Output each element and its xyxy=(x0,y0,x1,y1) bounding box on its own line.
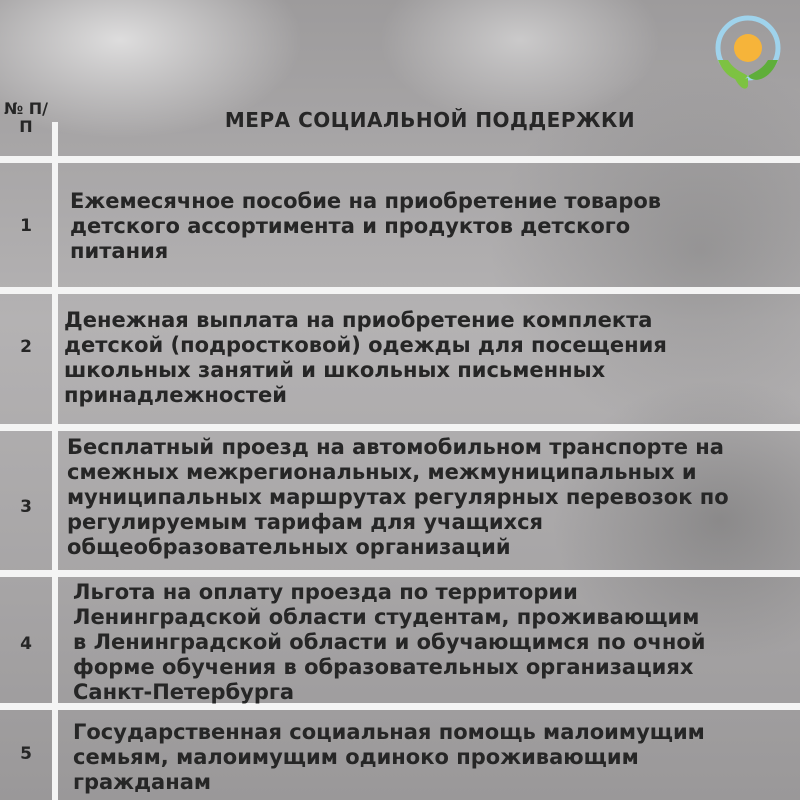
text-line: регулируемым тарифам для учащихся xyxy=(67,510,544,534)
row-number: 1 xyxy=(20,216,32,236)
column-divider xyxy=(52,163,58,287)
text-line: Санкт-Петербурга xyxy=(73,680,295,704)
support-measure-text xyxy=(73,720,705,795)
text-line: смежных межрегиональных, межмуниципальных и xyxy=(67,460,697,484)
header-divider xyxy=(52,122,58,158)
text-line: общеобразовательных организаций xyxy=(67,535,511,559)
column-header-title: МЕРА СОЦИАЛЬНОЙ ПОДДЕРЖКИ xyxy=(224,108,636,132)
column-divider xyxy=(52,710,58,800)
sun-hands-logo xyxy=(712,14,784,94)
text-line: Государственная социальная помощь малоимущим xyxy=(73,720,705,744)
text-line: в Ленинградской области и обучающимся по очной xyxy=(73,630,706,654)
text-line: школьных занятий и школьных письменных xyxy=(64,358,606,382)
text-line: детского ассортимента и продуктов детского xyxy=(70,214,631,238)
row-separator xyxy=(0,156,800,163)
text-line: детской (подростковой) одежды для посещения xyxy=(64,333,667,357)
row-number: 3 xyxy=(20,497,32,517)
text-line: гражданам xyxy=(73,770,212,794)
support-measure-text xyxy=(70,189,661,264)
text-line: Льгота на оплату проезда по территории xyxy=(73,580,578,604)
text-line: питания xyxy=(70,239,169,263)
text-line: семьям, малоимущим одиноко проживающим xyxy=(73,745,639,769)
column-divider xyxy=(52,431,58,570)
row-separator xyxy=(0,424,800,431)
support-measure-text xyxy=(73,580,705,705)
column-header-number: № П/П xyxy=(3,99,49,136)
support-measure-text xyxy=(67,435,729,560)
text-line: Ежемесячное пособие на приобретение товаров xyxy=(70,189,662,213)
text-line: форме обучения в образовательных организациях xyxy=(73,655,694,679)
text-line: муниципальных маршрутах регулярных перевозок по xyxy=(67,485,729,509)
support-measure-text xyxy=(64,308,667,408)
row-number: 5 xyxy=(20,744,32,764)
row-separator xyxy=(0,570,800,577)
column-divider xyxy=(52,294,58,424)
row-number: 4 xyxy=(20,634,32,654)
text-line: Денежная выплата на приобретение комплекта xyxy=(64,308,653,332)
row-number: 2 xyxy=(20,337,32,357)
text-line: Ленинградской области студентам, проживающим xyxy=(73,605,700,629)
row-separator xyxy=(0,287,800,294)
text-line: Бесплатный проезд на автомобильном транспорте на xyxy=(67,435,724,459)
column-divider xyxy=(52,577,58,703)
text-line: принадлежностей xyxy=(64,383,287,407)
